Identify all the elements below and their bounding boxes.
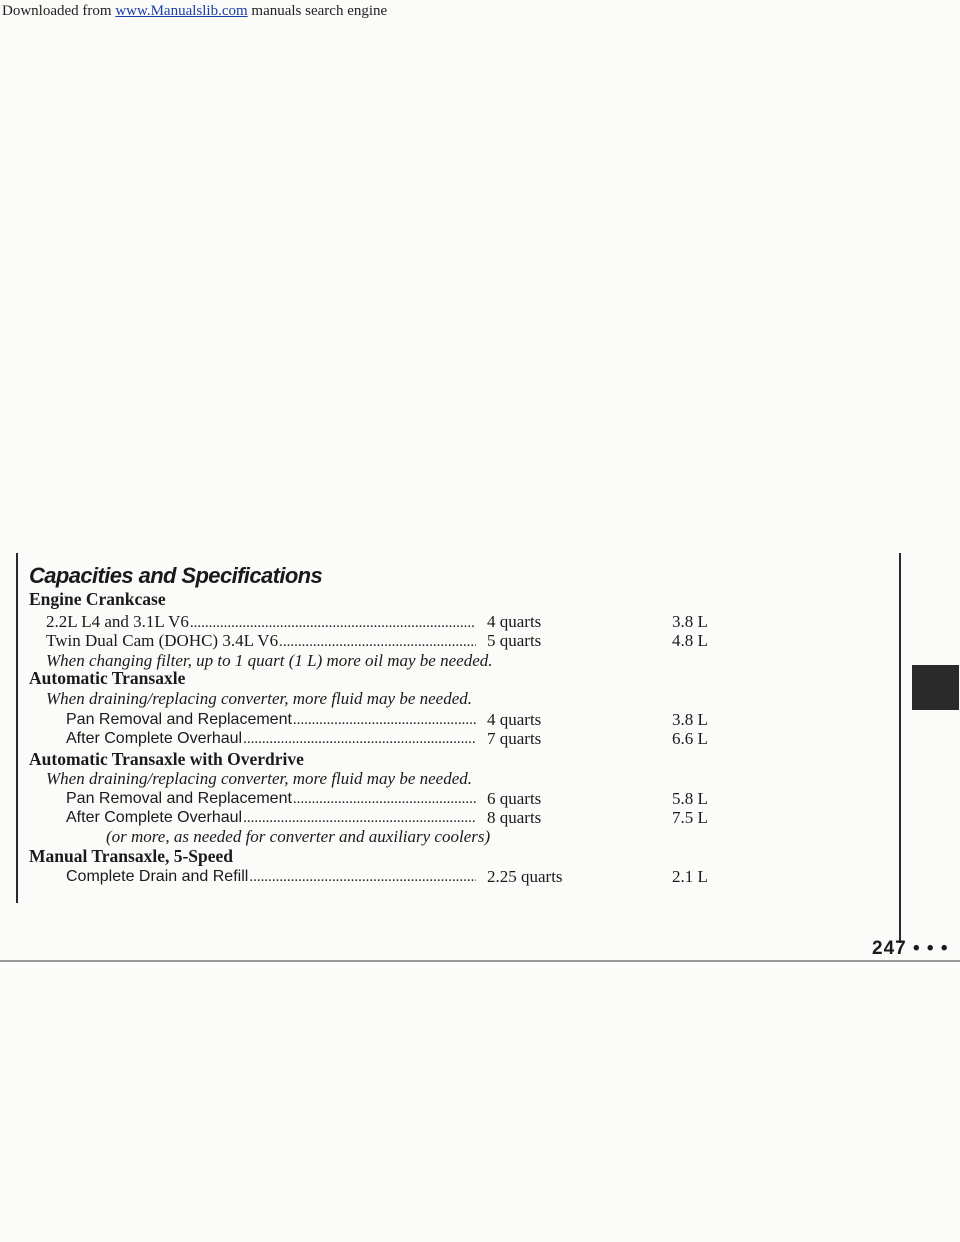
spec-row	[46, 612, 476, 632]
spec-label: After Complete Overhaul	[66, 809, 243, 826]
spec-quantity: 8 quarts	[487, 808, 542, 827]
spec-label: After Complete Overhaul	[66, 730, 243, 747]
spec-metric: 5.8 L	[672, 789, 708, 808]
spec-row	[46, 631, 476, 651]
heading-automatic-overdrive: Automatic Transaxle with Overdrive	[29, 749, 304, 769]
spec-quantity: 4 quarts	[487, 710, 542, 729]
spec-label: Pan Removal and Replacement	[66, 790, 292, 807]
section-title: Capacities and Specifications	[29, 563, 323, 588]
banner-suffix: manuals search engine	[247, 3, 388, 19]
dot-leader	[279, 632, 476, 652]
spec-metric: 3.8 L	[672, 710, 708, 729]
spec-label: 2.2L L4 and 3.1L V6	[46, 612, 189, 631]
spec-metric: 2.1 L	[672, 867, 708, 886]
spec-quantity: 7 quarts	[487, 729, 542, 748]
dot-leader	[249, 867, 476, 887]
overdrive-subnote: (or more, as needed for converter and auxiliary coolers)	[106, 827, 491, 846]
heading-automatic-transaxle: Automatic Transaxle	[29, 668, 186, 688]
spec-label: Twin Dual Cam (DOHC) 3.4L V6	[46, 631, 279, 650]
spec-row	[66, 808, 476, 828]
automatic-note: When draining/replacing converter, more fluid may be needed.	[46, 689, 472, 708]
left-margin-rule	[16, 553, 18, 903]
spec-metric: 6.6 L	[672, 729, 708, 748]
spec-row	[66, 789, 476, 809]
manualslib-link[interactable]: www.Manualslib.com	[115, 3, 248, 19]
spec-label: Pan Removal and Replacement	[66, 711, 292, 728]
spec-quantity: 5 quarts	[487, 631, 542, 650]
banner-prefix: Downloaded from	[2, 3, 116, 19]
dot-leader	[243, 729, 476, 749]
engine-note: When changing filter, up to 1 quart (1 L) more oil may be needed.	[46, 651, 493, 670]
spec-label: Complete Drain and Refill	[66, 868, 249, 885]
spec-row	[66, 710, 476, 730]
spec-row	[66, 867, 476, 887]
overdrive-note: When draining/replacing converter, more fluid may be needed.	[46, 769, 472, 788]
spec-quantity: 2.25 quarts	[487, 867, 563, 886]
spec-metric: 7.5 L	[672, 808, 708, 827]
page-number: 247 • • •	[872, 938, 949, 959]
spec-metric: 3.8 L	[672, 612, 708, 631]
heading-engine-crankcase: Engine Crankcase	[29, 589, 166, 609]
spec-metric: 4.8 L	[672, 631, 708, 650]
spec-row	[66, 729, 476, 749]
spec-quantity: 6 quarts	[487, 789, 542, 808]
section-tab-marker	[912, 665, 959, 710]
dot-leader	[190, 613, 476, 633]
dot-leader	[293, 710, 476, 730]
page-bottom-rule	[0, 960, 960, 962]
download-banner	[0, 0, 960, 22]
dot-leader	[243, 808, 476, 828]
spec-quantity: 4 quarts	[487, 612, 542, 631]
dot-leader	[293, 789, 476, 809]
right-margin-rule	[899, 553, 901, 943]
heading-manual-transaxle: Manual Transaxle, 5-Speed	[29, 846, 234, 866]
